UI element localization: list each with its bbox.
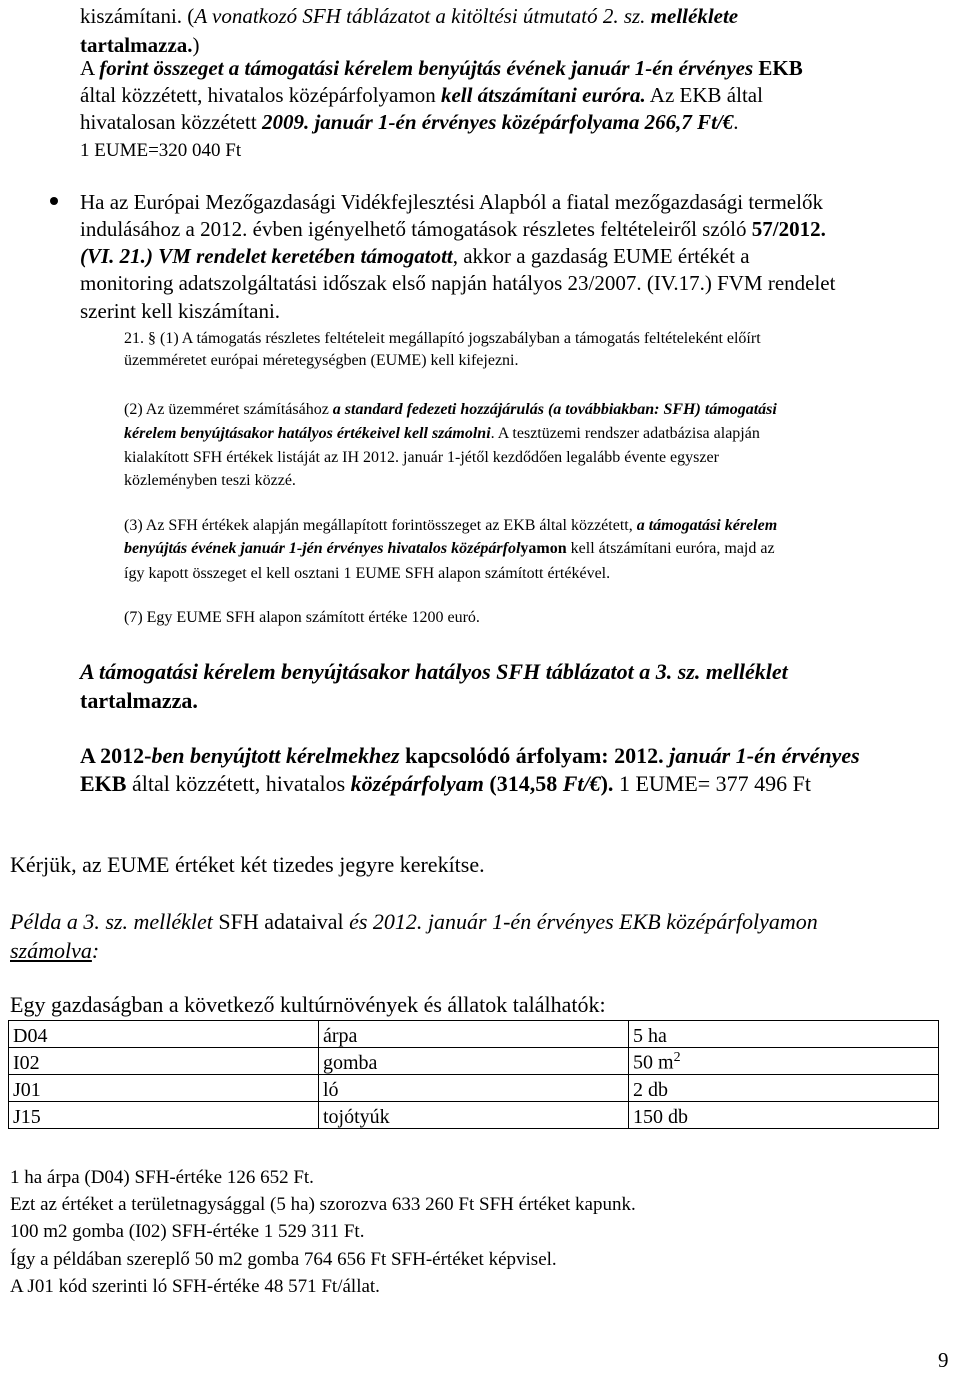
- text-line: (3) Az SFH értékek alapján megállapított forintösszeget az EKB által közzétett, a támogatási kérelem: [124, 517, 778, 534]
- text-line: A támogatási kérelem benyújtásakor hatályos SFH táblázatot a 3. sz. melléklet: [80, 659, 788, 684]
- quantity-superscript: 2: [673, 1050, 681, 1066]
- quantity-cell: [629, 1075, 939, 1102]
- code-cell: I02: [9, 1048, 319, 1075]
- text-line: közleményben teszi közzé.: [124, 472, 296, 489]
- table-row: [9, 1102, 939, 1129]
- text-line: 1 ha árpa (D04) SFH-értéke 126 652 Ft.: [10, 1167, 314, 1188]
- text-line: (2) Az üzemméret számításához a standard fedezeti hozzájárulás (a továbbiakban: SFH) támogatási: [124, 401, 777, 418]
- bullet-icon: [50, 197, 58, 205]
- text-line: 1 EUME=320 040 Ft: [80, 140, 242, 161]
- text-line: kérelem benyújtásakor hatályos értékeivel kell számolni. A tesztüzemi rendszer adatbázisa alapján: [124, 425, 760, 442]
- name-cell: árpa: [319, 1021, 629, 1048]
- table-row: [9, 1075, 939, 1102]
- text-line: monitoring adatszolgáltatási időszak első napján hatályos 23/2007. (IV.17.) FVM rendelet: [80, 271, 836, 295]
- text-line: indulásához a 2012. évben igényelhető támogatások részletes feltételeiről szóló 57/2012.: [80, 217, 826, 241]
- text-line: Példa a 3. sz. melléklet SFH adataival és 2012. január 1-én érvényes EKB középárfolyamon: [10, 909, 818, 934]
- quantity-cell: [629, 1021, 939, 1048]
- quantity-cell: [629, 1048, 939, 1075]
- quantity-value: 50 m: [633, 1052, 674, 1074]
- text-line: Ezt az értéket a területnagysággal (5 ha) szorozva 633 260 Ft SFH értéket kapunk.: [10, 1194, 636, 1215]
- name-cell: tojótyúk: [319, 1102, 629, 1129]
- text-line: kialakított SFH értékek listáját az IH 2012. január 1-jétől kezdődően legalább évente egyszer: [124, 449, 719, 466]
- quantity-value: 2 db: [633, 1079, 668, 1101]
- text-line: Kérjük, az EUME értéket két tizedes jegyre kerekítse.: [10, 852, 485, 877]
- crops-table: [8, 1020, 939, 1129]
- text-line: kiszámítani. (A vonatkozó SFH táblázatot a kitöltési útmutató 2. sz. melléklete: [80, 4, 739, 28]
- text-line: A J01 kód szerinti ló SFH-értéke 48 571 Ft/állat.: [10, 1276, 380, 1297]
- text-line: üzemméretet európai méretegységben (EUME) kell kifejezni.: [124, 352, 519, 369]
- code-cell: D04: [9, 1021, 319, 1048]
- text-line: Egy gazdaságban a következő kultúrnövények és állatok találhatók:: [10, 992, 606, 1017]
- text-line: A forint összeget a támogatási kérelem benyújtás évének január 1-én érvényes EKB: [80, 56, 803, 80]
- text-line: szerint kell kiszámítani.: [80, 299, 281, 323]
- text-line: 21. § (1) A támogatás részletes feltételeit megállapító jogszabályban a támogatás feltételeként előírt: [124, 330, 761, 347]
- text-line: EKB által közzétett, hivatalos középárfolyam (314,58 Ft/€). 1 EUME= 377 496 Ft: [80, 771, 812, 796]
- text-line: (VI. 21.) VM rendelet keretében támogatott, akkor a gazdaság EUME értékét a: [80, 244, 750, 268]
- table-row: [9, 1021, 939, 1048]
- text-line: (7) Egy EUME SFH alapon számított értéke 1200 euró.: [124, 609, 480, 626]
- text-line: számolva:: [10, 938, 100, 963]
- page-number: 9: [938, 1348, 949, 1372]
- text-line: tartalmazza.): [80, 33, 200, 57]
- text-line: A 2012-ben benyújtott kérelmekhez kapcsolódó árfolyam: 2012. január 1-én érvényes: [80, 743, 860, 768]
- code-cell: J01: [9, 1075, 319, 1102]
- text-line: hivatalosan közzétett 2009. január 1-én érvényes középárfolyama 266,7 Ft/€.: [80, 110, 739, 134]
- text-line: 100 m2 gomba (I02) SFH-értéke 1 529 311 Ft.: [10, 1221, 365, 1242]
- code-cell: J15: [9, 1102, 319, 1129]
- text-line: tartalmazza.: [80, 688, 198, 713]
- table-row: [9, 1048, 939, 1075]
- name-cell: gomba: [319, 1048, 629, 1075]
- quantity-value: 150 db: [633, 1106, 688, 1128]
- name-cell: ló: [319, 1075, 629, 1102]
- text-line: Így a példában szereplő 50 m2 gomba 764 656 Ft SFH-értéket képvisel.: [10, 1249, 557, 1270]
- text-line: által közzétett, hivatalos középárfolyamon kell átszámítani euróra. Az EKB által: [80, 83, 763, 107]
- quantity-cell: [629, 1102, 939, 1129]
- text-line: benyújtás évének január 1-jén érvényes hivatalos középárfolyamon kell átszámítani euróra, majd az: [124, 540, 775, 557]
- quantity-value: 5 ha: [633, 1025, 667, 1047]
- text-line: így kapott összeget el kell osztani 1 EUME SFH alapon számított értékével.: [124, 565, 611, 582]
- text-line: Ha az Európai Mezőgazdasági Vidékfejlesztési Alapból a fiatal mezőgazdasági termelők: [80, 190, 823, 214]
